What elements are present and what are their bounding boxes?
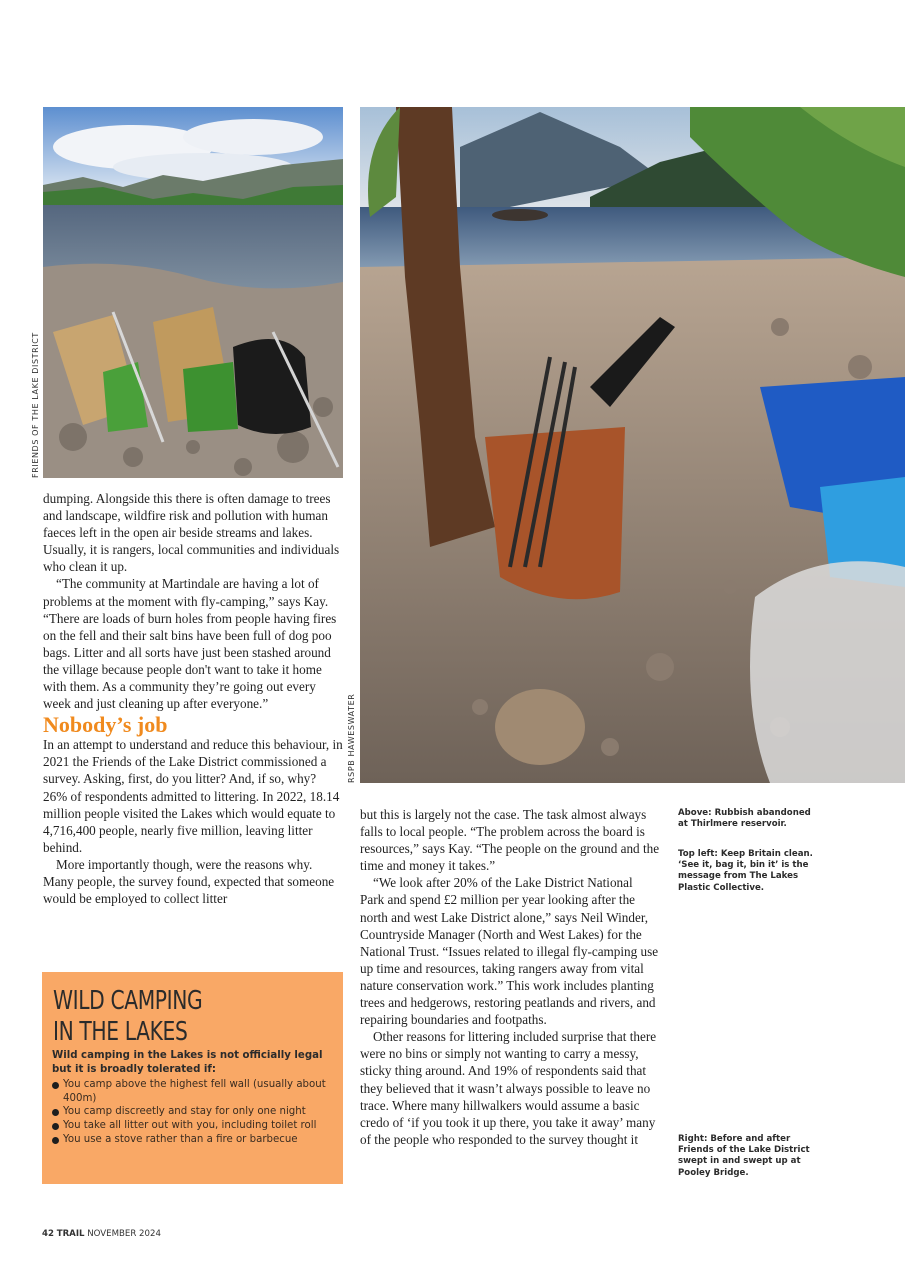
box-list	[52, 1078, 338, 1147]
article-column-1	[43, 490, 343, 907]
photo-credit-top-left: FRIENDS OF THE LAKE DISTRICT	[31, 332, 40, 478]
litter-bags-photo	[43, 107, 343, 478]
column2-paragraph-3: Other reasons for littering included surprise that there were no bins or simply not wanting to carry a messy, sticky thing around. And 19% of respondents said that they believed that it wasn’t always possible to leave no trace. Where many hillwalkers would assume a basic credo of ‘if you took it up there, you take it away’ many of the people who responded to the survey thought it	[360, 1029, 657, 1147]
thirlmere-rubbish-photo	[360, 107, 905, 783]
caption-above: Above: Rubbish abandoned at Thirlmere reservoir.	[678, 808, 811, 830]
subheading-nobodys-job: Nobody’s job	[43, 712, 168, 738]
box-title	[53, 986, 202, 1048]
box-title-line-1: WILD CAMPING	[53, 986, 203, 1016]
caption-top-left: Top left: Keep Britain clean. ‘See it, bag it, bin it’ is the message from The Lakes Plastic Collective.	[678, 849, 813, 893]
list-item: You camp above the highest fell wall (usually about 400m)	[52, 1078, 338, 1105]
box-lead: Wild camping in the Lakes is not officially legal but it is broadly tolerated if:	[52, 1050, 323, 1075]
list-item: You camp discreetly and stay for only one night	[52, 1105, 338, 1119]
column1-paragraph-2: “The community at Martindale are having a lot of problems at the moment with fly-camping,” says Kay. “There are loads of burn holes from people having fires on the fell and their salt bins have been full of dog poo bags. Litter and all sorts have just been stashed around the village because people don't want to take it home with them. As a community they’re going out every week and just cleaning up after everyone.”	[43, 576, 337, 712]
column1-paragraph-1: dumping. Alongside this there is often damage to trees and landscape, wildfire risk and pollution with human faeces left in the open air beside streams and lakes. Usually, it is rangers, local communities and individuals who clean it up.	[43, 491, 340, 575]
page-number: 42	[42, 1229, 54, 1239]
list-item: You take all litter out with you, including toilet roll	[52, 1119, 338, 1133]
page-folio	[42, 1229, 161, 1239]
column1-paragraph-4: More importantly though, were the reasons why. Many people, the survey found, expected that someone would be employed to collect litter	[43, 856, 335, 907]
wild-camping-box	[42, 972, 343, 1184]
article-column-2	[360, 806, 660, 1148]
photo-credit-right: RSPB HAWESWATER	[347, 693, 356, 783]
magazine-name: TRAIL	[56, 1229, 85, 1239]
list-item: You use a stove rather than a fire or barbecue	[52, 1133, 338, 1147]
column2-paragraph-1: but this is largely not the case. The task almost always falls to local people. “The problem across the board is resources,” says Kay. “The people on the ground and the time and money it takes.”	[360, 807, 660, 874]
caption-right: Right: Before and after Friends of the Lake District swept in and swept up at Pooley Bridge.	[678, 1134, 810, 1178]
issue-date: NOVEMBER 2024	[87, 1229, 161, 1239]
column2-paragraph-2: “We look after 20% of the Lake District National Park and spend £2 million per year looking after the north and west Lake District alone,” says Neil Winder, Countryside Manager (North and West Lakes) for the National Trust. “Issues related to illegal fly-camping use up time and resources, taking rangers away from vital nature conservation work.” This work includes planting trees and hedgerows, restoring peatlands and rivers, and repairing boundaries and footpaths.	[360, 875, 659, 1028]
column1-paragraph-3: In an attempt to understand and reduce this behaviour, in 2021 the Friends of the Lake District commissioned a survey. Asking, first, do you litter? And, if so, why? 26% of respondents admitted to littering. In 2022, 18.14 million people visited the Lakes which would equate to 4,716,400 people, nearly five million, leaving litter behind.	[43, 737, 343, 855]
box-title-line-2: IN THE LAKES	[53, 1017, 188, 1047]
